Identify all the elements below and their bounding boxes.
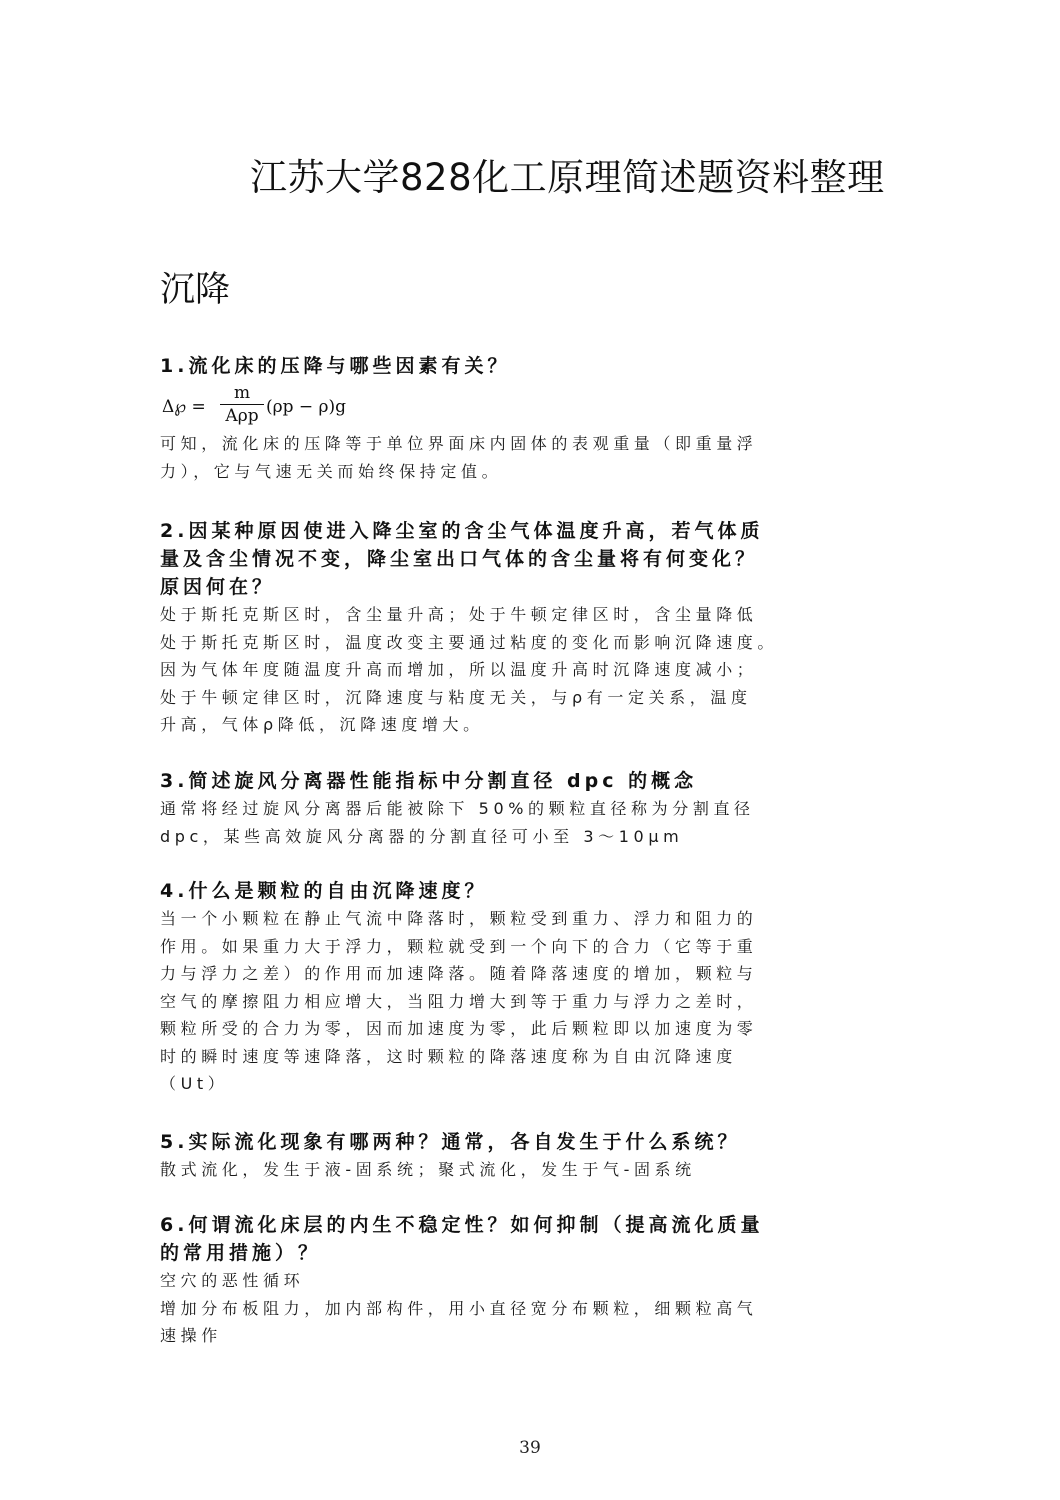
answer-line: 处于牛顿定律区时，沉降速度与粘度无关，与ρ有一定关系，温度: [160, 687, 752, 707]
question-heading: 的常用措施）？: [160, 1242, 322, 1264]
question-4: [160, 877, 900, 1098]
question-heading: 4.什么是颗粒的自由沉降速度？: [160, 880, 488, 902]
page-title: 江苏大学828化工原理简述题资料整理: [250, 156, 885, 199]
answer-line: 可知，流化床的压降等于单位界面床内固体的表观重量（即重量浮: [160, 434, 758, 453]
answer-line: 升高，气体ρ降低，沉降速度增大。: [160, 715, 484, 734]
formula-denominator: Aρp: [225, 406, 259, 426]
question-2: [160, 517, 900, 739]
answer-line: 空穴的恶性循环: [160, 1271, 305, 1290]
formula-numerator: m: [233, 383, 251, 403]
question-heading: 量及含尘情况不变，降尘室出口气体的含尘量将有何变化？: [160, 548, 759, 570]
page-number: 39: [519, 1438, 541, 1458]
formula-lhs: Δ℘ =: [162, 397, 206, 417]
answer-line: 处于斯托克斯区时，含尘量升高；处于牛顿定律区时，含尘量降低: [160, 605, 758, 624]
answer-line: 散式流化，发生于液-固系统；聚式流化，发生于气-固系统: [160, 1160, 696, 1179]
answer-line: 作用。如果重力大于浮力，颗粒就受到一个向下的合力（它等于重: [160, 936, 758, 956]
question-heading: 1.流化床的压降与哪些因素有关？: [160, 355, 511, 377]
question-heading: 2.因某种原因使进入降尘室的含尘气体温度升高，若气体质: [160, 520, 764, 542]
formula-fraction: [220, 384, 264, 425]
pressure-drop-formula: [162, 384, 900, 428]
question-5: [160, 1128, 900, 1184]
answer-line: （Ut）: [160, 1074, 229, 1093]
question-heading: 6.何谓流化床层的内生不稳定性？如何抑制（提高流化质量: [160, 1214, 764, 1236]
fraction-bar: [220, 404, 264, 405]
answer-line: dpc，某些高效旋风分离器的分割直径可小至 3～10μm: [160, 826, 684, 846]
answer-line: 力），它与气速无关而始终保持定值。: [160, 461, 503, 481]
formula-rhs: (ρp − ρ)g: [266, 397, 347, 417]
answer-line: 处于斯托克斯区时，温度改变主要通过粘度的变化而影响沉降速度。: [160, 632, 779, 652]
answer-line: 通常将经过旋风分离器后能被除下 50%的颗粒直径称为分割直径: [160, 799, 755, 818]
answer-line: 因为气体年度随温度升高而增加，所以温度升高时沉降速度减小；: [160, 660, 758, 679]
section-heading: 沉降: [160, 270, 231, 310]
answer-line: 速操作: [160, 1326, 222, 1345]
answer-line: 当一个小颗粒在静止气流中降落时，颗粒受到重力、浮力和阻力的: [160, 909, 758, 928]
answer-line: 时的瞬时速度等速降落，这时颗粒的降落速度称为自由沉降速度: [160, 1046, 737, 1066]
answer-line: 增加分布板阻力，加内部构件，用小直径宽分布颗粒，细颗粒高气: [160, 1298, 758, 1318]
question-6: [160, 1211, 900, 1350]
question-heading: 3.简述旋风分离器性能指标中分割直径 dpc 的概念: [160, 770, 698, 792]
question-1: [160, 352, 900, 485]
question-heading: 5.实际流化现象有哪两种？通常，各自发生于什么系统？: [160, 1131, 741, 1153]
answer-line: 空气的摩擦阻力相应增大，当阻力增大到等于重力与浮力之差时，: [160, 991, 758, 1011]
question-heading: 原因何在？: [160, 576, 276, 598]
answer-line: 力与浮力之差）的作用而加速降落。随着降落速度的增加，颗粒与: [160, 964, 758, 983]
question-3: [160, 767, 900, 850]
answer-line: 颗粒所受的合力为零，因而加速度为零，此后颗粒即以加速度为零: [160, 1019, 758, 1038]
